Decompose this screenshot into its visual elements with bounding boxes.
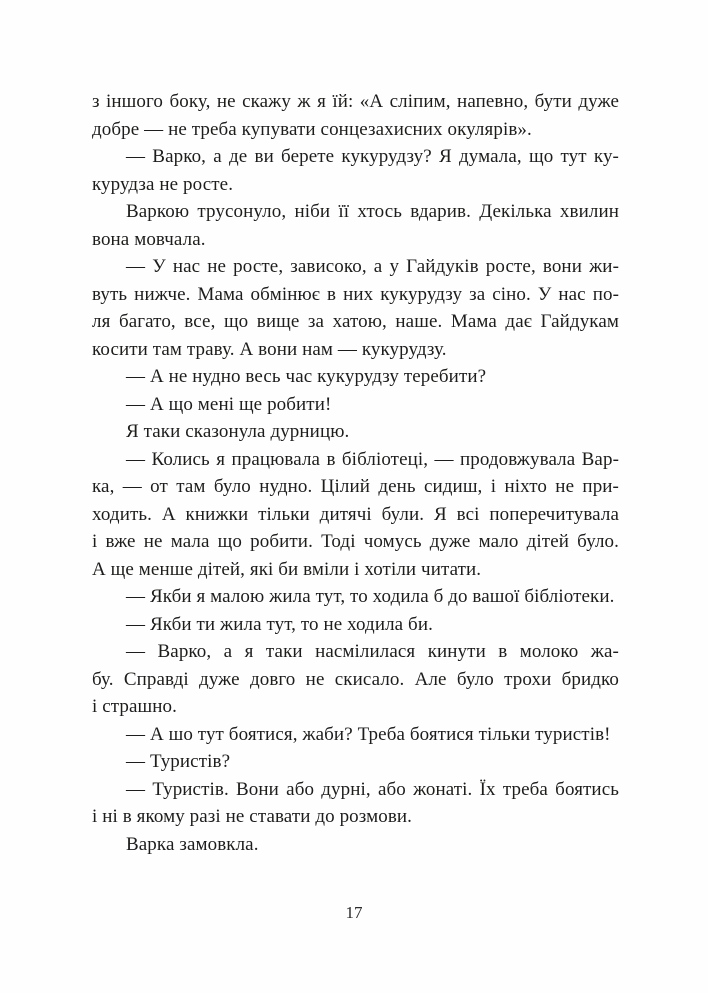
text-line: — Колись я працювала в бібліотеці, — продовжувала Вар-	[126, 448, 619, 470]
text-line: — Якби я малою жила тут, то ходила б до вашої бібліотеки.	[126, 586, 615, 607]
text-line: вона мовчала.	[92, 228, 206, 250]
text-line: Варка замовкла.	[126, 833, 259, 855]
page-text	[92, 88, 619, 858]
text-line: ка, — от там було нудно. Цілий день сидиш, і ніхто не при-	[92, 476, 619, 497]
text-line: ля багато, все, що вище за хатою, наше. Мама дає Гайдукам	[92, 311, 619, 332]
text-line: Я таки сказонула дурницю.	[126, 421, 350, 442]
text-line: і страшно.	[92, 696, 177, 717]
text-line: косити там траву. А вони нам — кукурудзу.	[92, 338, 447, 360]
text-line: добре — не треба купувати сонцезахисних окулярів».	[92, 118, 532, 140]
text-line: бу. Справді дуже довго не скисало. Але було трохи бридко	[92, 668, 619, 690]
text-line: ходить. А книжки тільки дитячі були. Я всі поперечитувала	[92, 503, 619, 525]
text-line: — Якби ти жила тут, то не ходила би.	[126, 613, 433, 635]
text-line: — У нас не росте, зависоко, а у Гайдуків росте, вони жи-	[126, 256, 619, 277]
text-line: — Туристів. Вони або дурні, або жонаті. Їх треба боятись	[126, 778, 619, 800]
text-line: — Варко, а де ви берете кукурудзу? Я думала, що тут ку-	[126, 146, 619, 167]
text-line: і ні в якому разі не ставати до розмови.	[92, 806, 413, 827]
text-line: — А не нудно весь час кукурудзу теребити?	[126, 366, 487, 387]
text-line: курудза не росте.	[92, 173, 234, 195]
page-number: 17	[345, 903, 363, 922]
text-line: і вже не мала що робити. Тоді чомусь дуже мало дітей було.	[92, 531, 619, 552]
text-line: — Туристів?	[126, 751, 231, 772]
text-line: — А шо тут боятися, жаби? Треба боятися тільки туристів!	[126, 723, 611, 745]
text-line: — А що мені ще робити!	[126, 393, 332, 415]
text-line: — Варко, а я таки насмілилася кинути в молоко жа-	[126, 641, 619, 662]
text-line: вуть нижче. Мама обмінює в них кукурудзу за сіно. У нас по-	[92, 283, 619, 305]
text-line: Варкою трусонуло, ніби її хтось вдарив. Декілька хвилин	[126, 201, 619, 222]
text-line: А ще менше дітей, які би вміли і хотіли читати.	[92, 558, 482, 580]
text-line: з іншого боку, не скажу ж я їй: «А сліпим, напевно, бути дуже	[92, 91, 619, 112]
